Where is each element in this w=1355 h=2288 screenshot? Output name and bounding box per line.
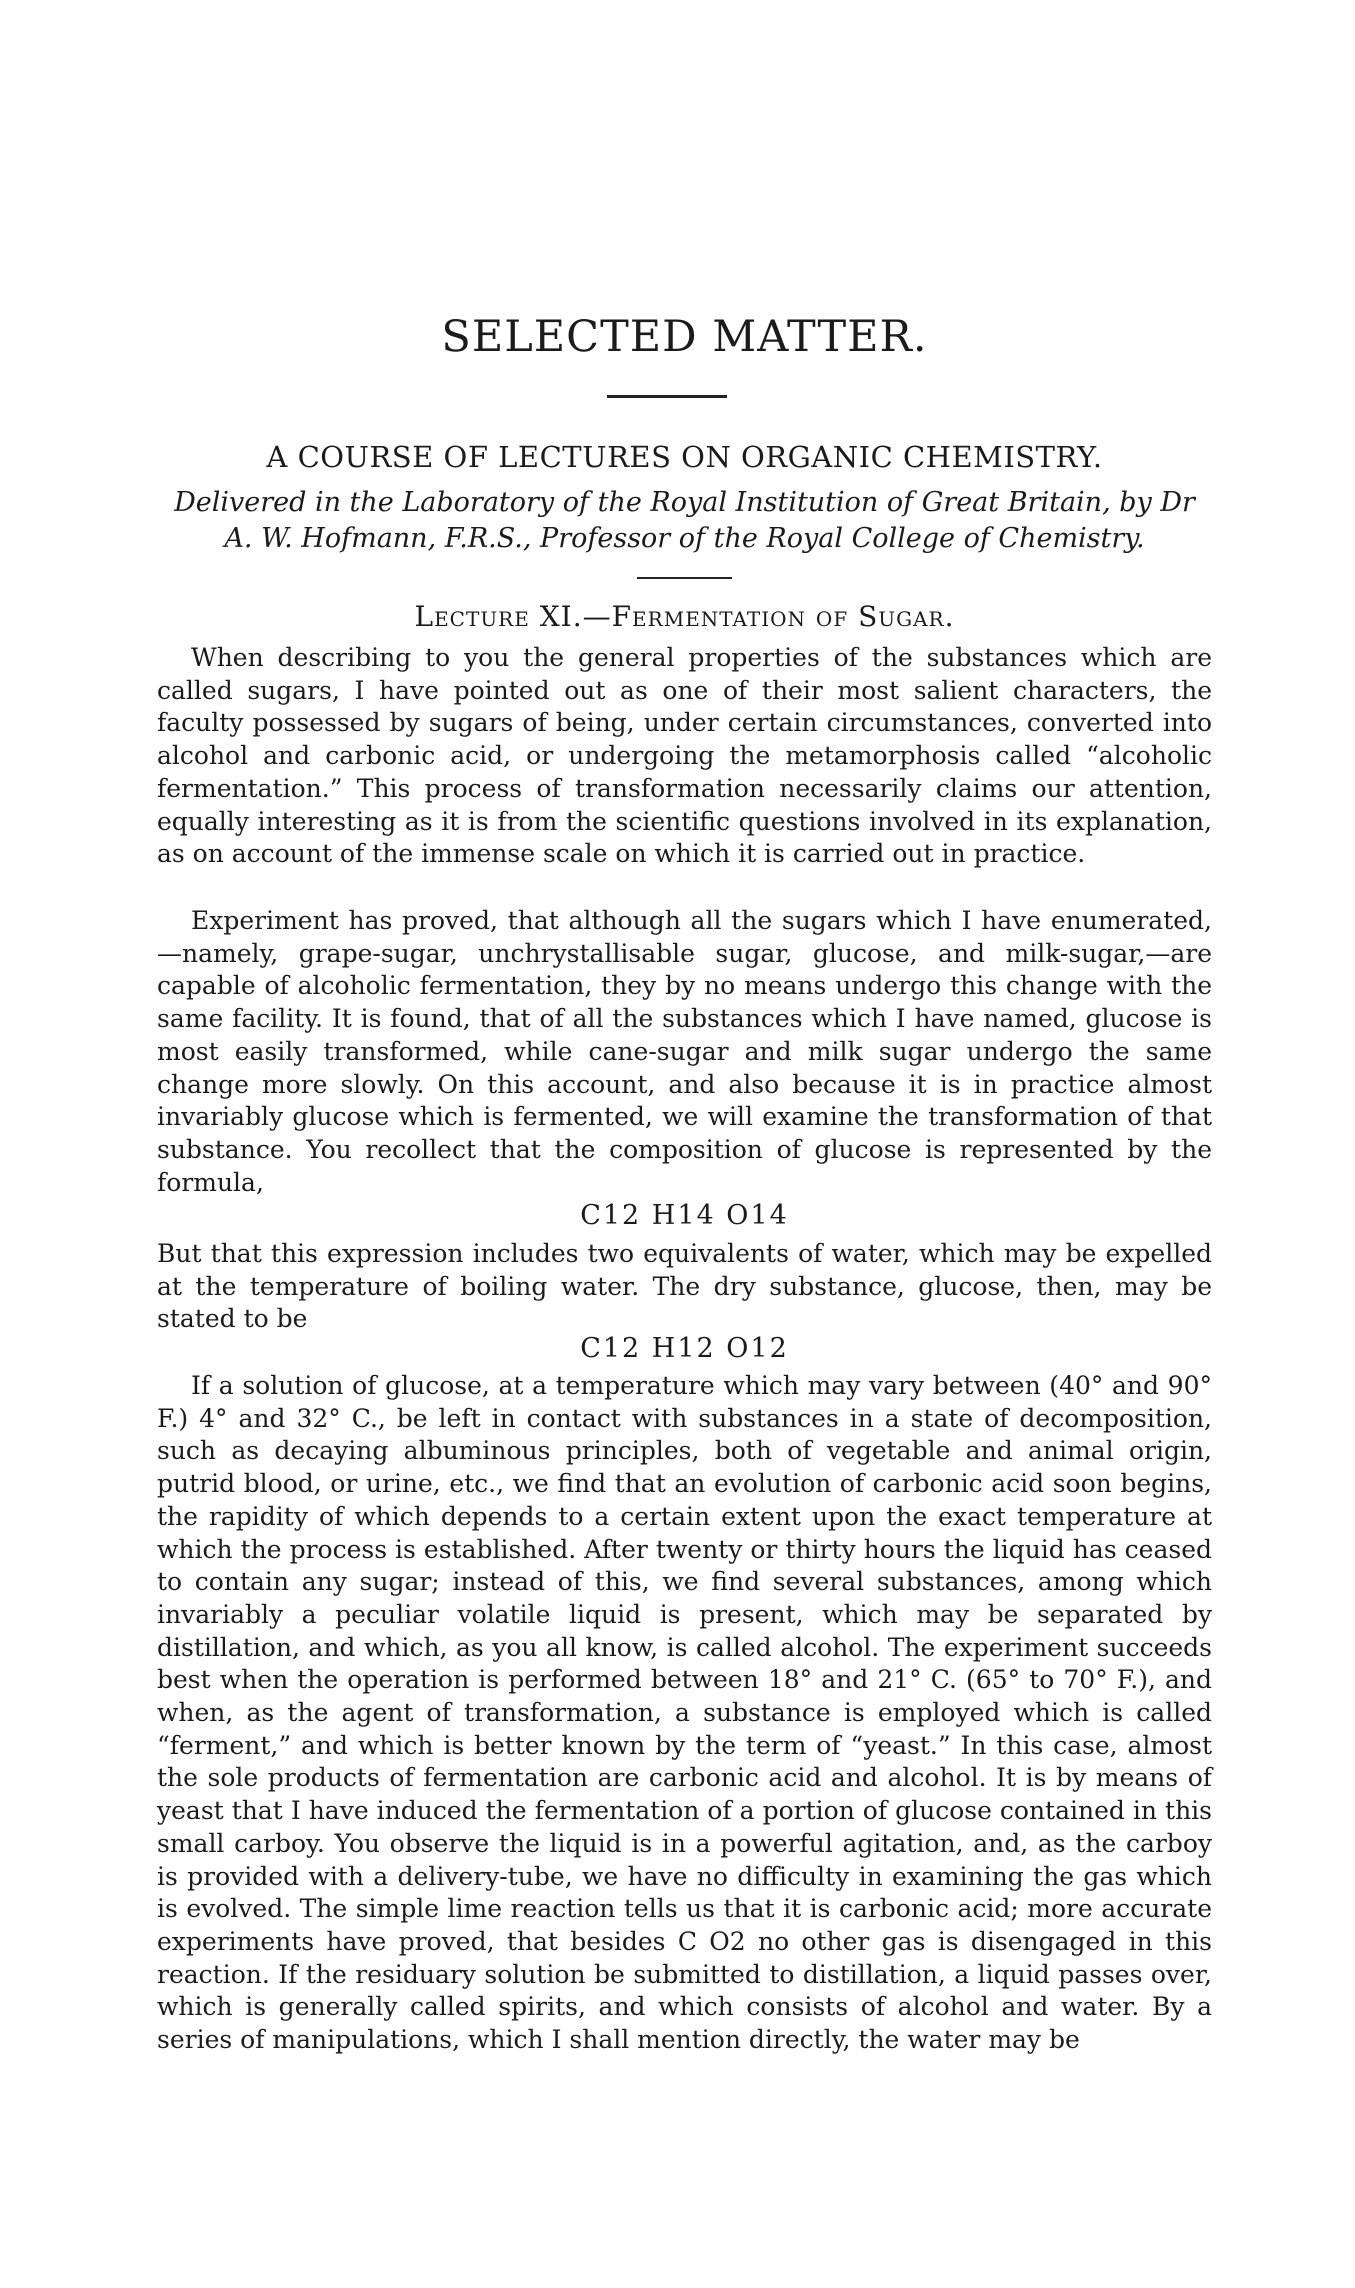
paragraph-2: Experiment has proved, that although all the sugars which I have enumerated,—namely, grape-sugar, unchrystallisable sugar, glucose, and milk-sugar,—are capable of alcoholic fermentation, they by no means undergo this change with the same facility. It is found, that of all the substances which I have named, glucose is most easily transformed, while cane-sugar and milk sugar undergo the same change more slowly. On this account, and also because it is in practice almost invariably glucose which is fermented, we will examine the transformation of that substance. You recollect that the composition of glucose is represented by the formula, bbox=[157, 906, 1212, 1197]
paragraph-4: If a solution of glucose, at a temperature which may vary between (40° and 90° F.) 4° and 32° C., be left in contact with substances in a state of decomposition, such as decaying albuminous principles, both of vegetable and animal origin, putrid blood, or urine, etc., we find that an evolution of carbonic acid soon begins, the rapidity of which depends to a certain extent upon the exact temperature at which the process is established. After twenty or thirty hours the liquid has ceased to contain any sugar; instead of this, we find several substances, among which invariably a peculiar volatile liquid is present, which may be separated by distillation, and which, as you all know, is called alcohol. The experiment succeeds best when the operation is performed between 18° and 21° C. (65° to 70° F.), and when, as the agent of transformation, a substance is employed which is called “ferment,” and which is better known by the term of “yeast.” In this case, almost the sole products of fermentation are carbonic acid and alcohol. It is by means of yeast that I have induced the fermentation of a portion of glucose contained in this small carboy. You observe the liquid is in a powerful agitation, and, as the carboy is provided with a delivery-tube, we have no difficulty in examining the gas which is evolved. The simple lime reaction tells us that it is carbonic acid; more accurate experiments have proved, that besides C O2 no other gas is disengaged in this reaction. If the residuary solution be submitted to distillation, a liquid passes over, which is generally called spirits, and which consists of alcohol and water. By a series of manipulations, which I shall mention directly, the water may be bbox=[157, 1371, 1212, 2055]
course-title: A COURSE OF LECTURES ON ORGANIC CHEMISTRY. bbox=[266, 440, 1103, 474]
lecture-heading: Lecture XI.—Fermentation of Sugar. bbox=[414, 600, 955, 633]
paragraph-1: When describing to you the general properties of the substances which are called sugars, I have pointed out as one of their most salient characters, the faculty possessed by sugars of being, under certain circumstances, converted into alcohol and carbonic acid, or undergoing the metamorphosis called “alcoholic fermentation.” This process of transformation necessarily claims our attention, equally interesting as it is from the scientific questions involved in its explanation, as on account of the immense scale on which it is carried out in practice. bbox=[157, 643, 1212, 869]
section-title: SELECTED MATTER. bbox=[441, 312, 928, 362]
byline-rule bbox=[637, 577, 732, 579]
title-rule bbox=[607, 395, 727, 398]
formula-glucose-dry: C12 H12 O12 bbox=[580, 1333, 789, 1364]
lecture-byline: Delivered in the Laboratory of the Royal Institution of Great Britain, by Dr A. W. Hofmann, F.R.S., Professor of the Royal College of Chemistry. bbox=[174, 487, 1195, 554]
paragraph-3: But that this expression includes two equivalents of water, which may be expelled at the temperature of boiling water. The dry substance, glucose, then, may be stated to be bbox=[157, 1239, 1212, 1334]
formula-glucose-hydrated: C12 H14 O14 bbox=[580, 1200, 789, 1231]
